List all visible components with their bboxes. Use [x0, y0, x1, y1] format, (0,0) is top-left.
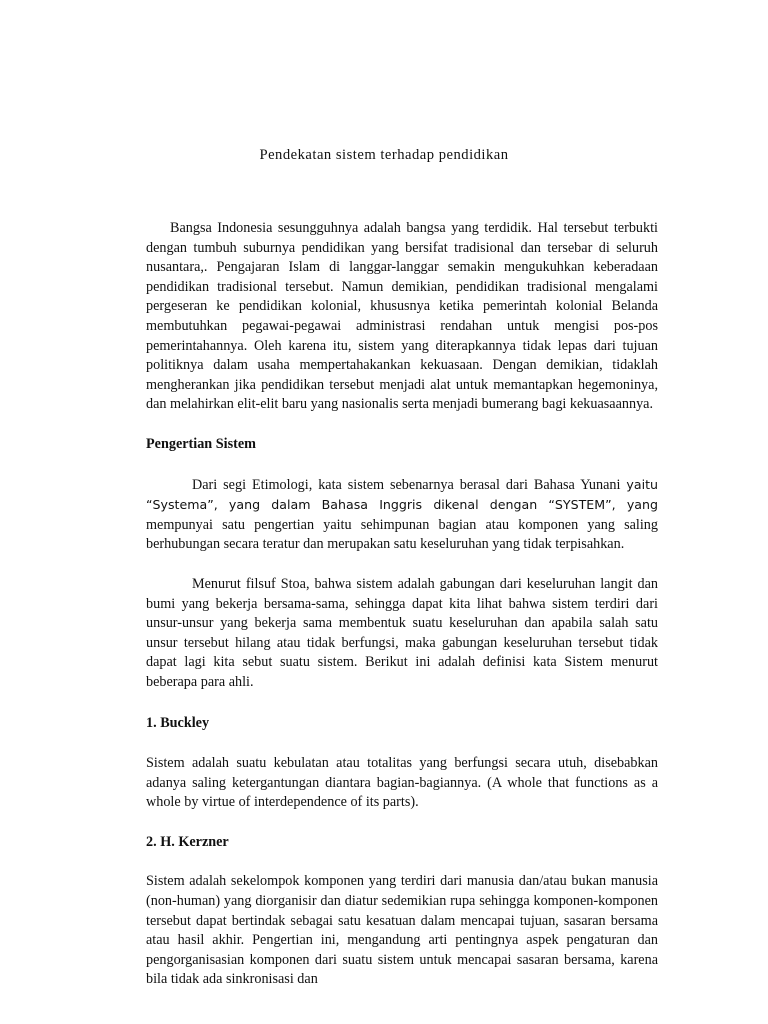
intro-paragraph: Bangsa Indonesia sesungguhnya adalah bangsa yang terdidik. Hal tersebut terbukti dengan tumbuh suburnya pendidikan yang bersifat tradisional dan tersebar di seluruh nusantara,. Pengajaran Islam di langgar-langgar semakin mengukuhkan keberadaan pendidikan tradisional tersebut. Namun demikian, pendidikan tradisional mengalami pergeseran ke pendidikan kolonial, khususnya ketika pemerintah kolonial Belanda membutuhkan pegawai-pegawai administrasi rendahan untuk mengisi pos-pos pemerintahannya. Oleh karena itu, sistem yang diterapkannya tidak lepas dari tujuan politiknya dalam usaha mempertahakankan kekuasaan. Dengan demikian, tidaklah mengherankan jika pendidikan tersebut menjadi alat untuk memantapkan hegemoninya, dan melahirkan elit-elit baru yang nasionalis serta menjadi bumerang bagi kekuasaannya. [146, 220, 658, 413]
stoa-paragraph: Menurut filsuf Stoa, bahwa sistem adalah gabungan dari keseluruhan langit dan bumi yang bekerja bersama-sama, sehingga dapat kita lihat bahwa sistem terdiri dari unsur-unsur yang bekerja sama membentuk suatu keseluruhan dan apabila salah satu unsur tersebut hilang atau tidak berfungsi, maka gabungan keseluruhan tersebut tidak dapat lagi kita sebut suatu sistem. Berikut ini adalah definisi kata Sistem menurut beberapa para ahli. [146, 575, 658, 690]
definition-text-kerzner: Sistem adalah sekelompok komponen yang terdiri dari manusia dan/atau bukan manusia (non-human) yang diorganisir dan diatur sedemikian rupa sehingga komponen-komponen tersebut dapat bertindak sebagai satu kesatuan dalam mencapai tujuan, sasaran bersama atau hasil akhir. Pengertian ini, mengandung arti pentingnya aspek pengaturan dan pengorganisasian komponen dari suatu sistem untuk mencapai sasaran bersama, karena bila tidak ada sinkronisasi dan [146, 873, 658, 988]
etymology-text-2: yaitu “Systema”, yang dalam Bahasa Inggris dikenal dengan “SYSTEM”, yang [146, 476, 658, 513]
page-title: Pendekatan sistem terhadap pendidikan [259, 147, 509, 163]
document-body [146, 219, 658, 990]
section-heading-pengertian-sistem: Pengertian Sistem [146, 435, 256, 452]
definition-heading-buckley: 1. Buckley [146, 715, 210, 732]
etymology-text-1: Dari segi Etimologi, kata sistem sebenarnya berasal dari Bahasa Yunani [192, 476, 627, 493]
definition-heading-kerzner: 2. H. Kerzner [146, 833, 229, 850]
definition-text-buckley: Sistem adalah suatu kebulatan atau totalitas yang berfungsi secara utuh, disebabkan adanya saling ketergantungan diantara bagian-bagiannya. (A whole that functions as a whole by virtue of interdependence of its parts). [146, 755, 658, 811]
etymology-paragraph [146, 475, 658, 555]
etymology-text-3: mempunyai satu pengertian yaitu sehimpunan bagian atau komponen yang saling berhubungan secara teratur dan merupakan satu keseluruhan yang tidak terpisahkan. [146, 516, 658, 553]
